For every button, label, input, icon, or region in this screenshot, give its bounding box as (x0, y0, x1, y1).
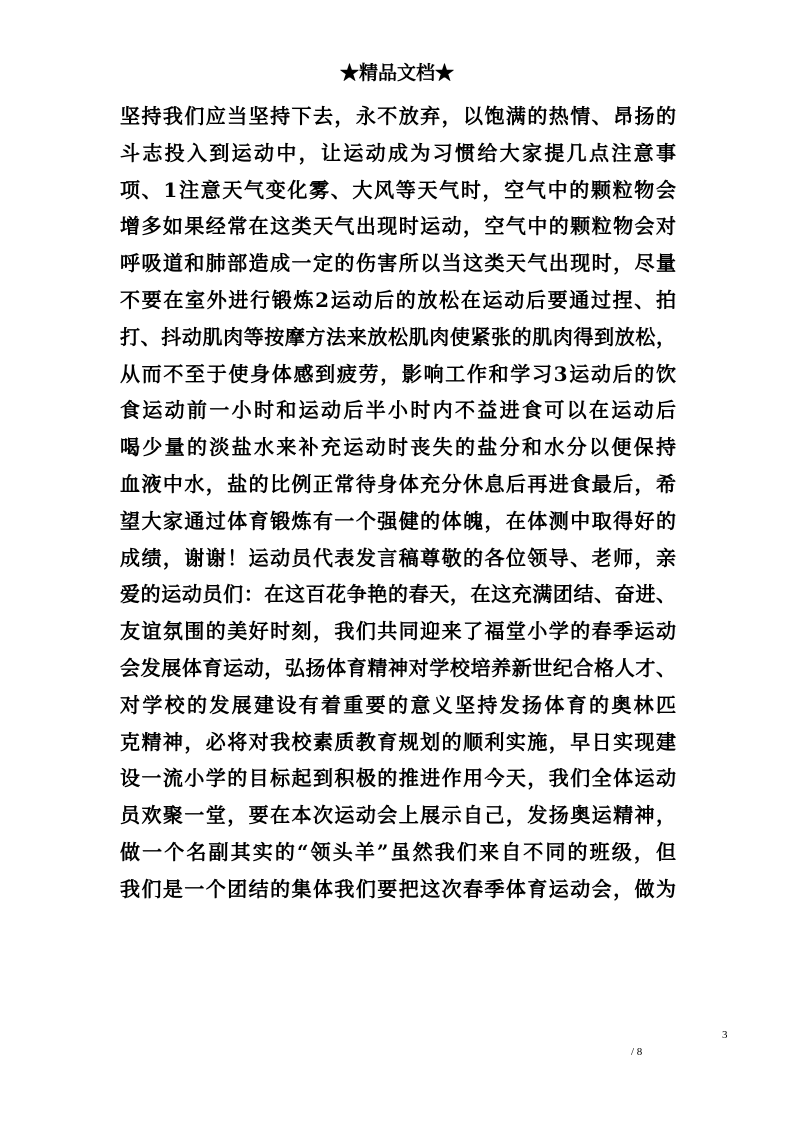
body-line: 不要在室外进行锻炼2运动后的放松在运动后要通过捏、拍 (120, 287, 676, 312)
body-line: 呼吸道和肺部造成一定的伤害所以当这类天气出现时，尽量 (120, 251, 676, 276)
document-body (120, 98, 676, 908)
body-line: 对学校的发展建设有着重要的意义坚持发扬体育的奥林匹 (120, 692, 676, 717)
body-line: 做一个名副其实的“领头羊”虽然我们来自不同的班级，但 (120, 839, 676, 864)
body-line: 设一流小学的目标起到积极的推进作用今天，我们全体运动 (120, 766, 676, 791)
body-line: 会发展体育运动，弘扬体育精神对学校培养新世纪合格人才、 (120, 655, 676, 680)
body-line: 我们是一个团结的集体我们要把这次春季体育运动会，做为 (120, 876, 676, 901)
body-line: 爱的运动员们：在这百花争艳的春天，在这充满团结、奋进、 (120, 582, 676, 607)
body-line: 成绩，谢谢！运动员代表发言稿尊敬的各位领导、老师，亲 (120, 545, 676, 570)
body-line: 项、1注意天气变化雾、大风等天气时，空气中的颗粒物会 (120, 177, 676, 202)
body-line: 喝少量的淡盐水来补充运动时丧失的盐分和水分以便保持 (120, 435, 676, 460)
page-number: 3 (722, 1029, 728, 1041)
body-line: 打、抖动肌肉等按摩方法来放松肌肉使紧张的肌肉得到放松， (120, 324, 676, 349)
body-line: 食运动前一小时和运动后半小时内不益进食可以在运动后 (120, 398, 676, 423)
body-line: 望大家通过体育锻炼有一个强健的体魄，在体测中取得好的 (120, 508, 676, 533)
page-total: / 8 (631, 1046, 643, 1058)
body-line: 克精神，必将对我校素质教育规划的顺利实施，早日实现建 (120, 729, 676, 754)
body-line: 从而不至于使身体感到疲劳，影响工作和学习3运动后的饮 (120, 361, 676, 386)
body-line: 斗志投入到运动中，让运动成为习惯给大家提几点注意事 (120, 140, 676, 165)
body-line: 友谊氛围的美好时刻，我们共同迎来了福堂小学的春季运动 (120, 619, 676, 644)
body-line: 血液中水，盐的比例正常待身体充分休息后再进食最后，希 (120, 471, 676, 496)
body-line: 坚持我们应当坚持下去，永不放弃，以饱满的热情、昂扬的 (120, 104, 676, 128)
body-line: 增多如果经常在这类天气出现时运动，空气中的颗粒物会对 (120, 214, 676, 239)
body-line: 员欢聚一堂，要在本次运动会上展示自己，发扬奥运精神， (120, 803, 676, 828)
page-header-title: ★精品文档★ (339, 62, 454, 84)
